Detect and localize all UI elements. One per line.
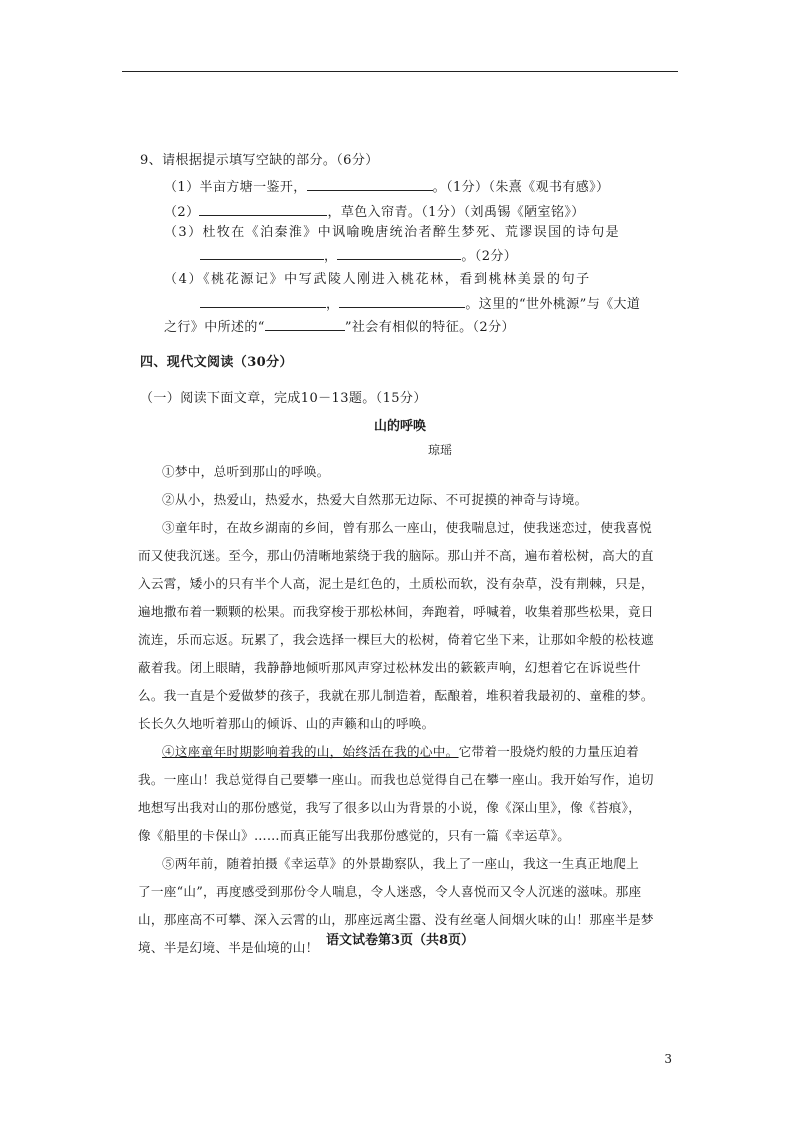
answer-blank[interactable] bbox=[200, 247, 324, 260]
answer-blank[interactable] bbox=[307, 178, 433, 191]
q9-line-2 bbox=[164, 203, 585, 222]
page-footer: 语文试卷第3页（共8页） bbox=[325, 933, 475, 948]
paragraph-3-line: 遍地撒布着一颗颗的松果。而我穿梭于那松林间，奔跑着，呼喊着，收集着那些松果，竟日 bbox=[138, 604, 654, 619]
part-instruction: （一）阅读下面文章，完成10－13题。（15分） bbox=[140, 391, 427, 406]
q9-4-mid: 。这里的“世外桃源”与《大道 bbox=[465, 297, 641, 312]
article-body bbox=[138, 458, 668, 962]
q9-3-comma: ， bbox=[324, 249, 338, 264]
answer-blank[interactable] bbox=[337, 247, 461, 260]
q9-line-4c bbox=[164, 318, 515, 337]
paragraph-5-line: 境、半是幻境、半是仙境的山！ bbox=[138, 940, 319, 955]
section-heading: 四、现代文阅读（30分） bbox=[140, 355, 293, 370]
q9-4-comma: ， bbox=[326, 297, 340, 312]
article-author: 琼瑶 bbox=[427, 443, 452, 457]
paragraph-2: ②从小，热爱山，热爱水，热爱大自然那无边际、不可捉摸的神奇与诗境。 bbox=[162, 492, 588, 507]
answer-blank[interactable] bbox=[339, 295, 465, 308]
paragraph-5-line: 山，那座高不可攀、深入云霄的山，那座远离尘嚣、没有丝毫人间烟火味的山！那座半是梦 bbox=[138, 912, 654, 927]
paragraph-4-line: 地想写出我对山的那份感觉，我写了很多以山为背景的小说，像《深山里》，像《苔痕》， bbox=[138, 800, 642, 815]
paragraph-3-line: ③童年时，在故乡湖南的乡间，曾有那么一座山，使我喘息过，使我迷恋过，使我喜悦 bbox=[162, 520, 652, 535]
paragraph-3-line: 而又使我沉迷。至今，那山仍清晰地萦绕于我的脑际。那山并不高，遍布着松树，高大的直 bbox=[138, 548, 654, 563]
q9-title: 9、请根据提示填写空缺的部分。（6分） bbox=[140, 153, 379, 168]
answer-blank[interactable] bbox=[200, 295, 326, 308]
q9-4-prefix2: 之行》中所述的“ bbox=[164, 320, 265, 335]
answer-blank[interactable] bbox=[199, 203, 327, 216]
q9-line-3b bbox=[200, 247, 517, 266]
answer-blank[interactable] bbox=[265, 318, 345, 331]
article-title: 山的呼唤 bbox=[373, 419, 426, 434]
paragraph-1: ①梦中，总听到那山的呼唤。 bbox=[162, 464, 330, 479]
q9-1-suffix: 。（1分）（朱熹《观书有感》） bbox=[432, 180, 610, 195]
q9-3-suffix: 。（2分） bbox=[461, 249, 518, 264]
paragraph-4-line: 我。一座山！我总觉得自己要攀一座山。而我也总觉得自己在攀一座山。我开始写作，追切 bbox=[138, 772, 654, 787]
paragraph-3-line: 流连，乐而忘返。玩累了，我会选择一棵巨大的松树，倚着它坐下来，让那如伞般的松枝遮 bbox=[138, 632, 654, 647]
header-rule bbox=[122, 71, 678, 72]
underlined-sentence: ④这座童年时期影响着我的山，始终活在我的心中。 bbox=[162, 744, 459, 759]
q9-2-suffix: ，草色入帘青。（1分）（刘禹锡《陋室铭》） bbox=[327, 205, 585, 220]
q9-line-1 bbox=[164, 178, 609, 197]
paragraph-3-line: 蔽着我。闭上眼睛，我静静地倾听那风声穿过松林发出的簌簌声响，幻想着它在诉说些什 bbox=[138, 660, 641, 675]
paragraph-4-rest: 它带着一股烧灼般的力量压迫着 bbox=[458, 744, 640, 759]
q9-line-4b bbox=[200, 295, 640, 314]
q9-2-prefix: （2） bbox=[164, 205, 200, 220]
q9-line-4a: （4）《桃花源记》中写武陵人刚进入桃花林，看到桃林美景的句子 bbox=[164, 272, 591, 287]
paragraph-3-line: 入云霄，矮小的只有半个人高，泥土是红色的，土质松而软，没有杂草，没有荆棘，只是， bbox=[138, 576, 654, 591]
paragraph-5-line: 了一座“山”，再度感受到那份令人喘息，令人迷惑，令人喜悦而又令人沉迷的滋味。那座 bbox=[138, 884, 642, 899]
q9-line-3a: （3）杜牧在《泊秦淮》中讽喻晚唐统治者醉生梦死、荒谬误国的诗句是 bbox=[164, 225, 621, 240]
page-number: 3 bbox=[664, 1052, 672, 1066]
paragraph-4-line: 像《船里的卡保山》……而真正能写出我那份感觉的，只有一篇《幸运草》。 bbox=[138, 828, 571, 843]
q9-1-prefix: （1）半亩方塘一鉴开， bbox=[164, 180, 307, 195]
paragraph-5-line: ⑤两年前，随着拍摄《幸运草》的外景勘察队，我上了一座山，我这一生真正地爬上 bbox=[162, 856, 640, 871]
paragraph-3-line: 长长久久地听着那山的倾诉、山的声籁和山的呼唤。 bbox=[138, 716, 435, 731]
q9-4-suffix: ”社会有相似的特征。（2分） bbox=[344, 320, 515, 335]
paragraph-3-line: 么。我一直是个爱做梦的孩子，我就在那儿制造着，酝酿着，堆积着我最初的、童稚的梦。 bbox=[138, 688, 654, 703]
paragraph-4-first-line bbox=[138, 738, 668, 766]
